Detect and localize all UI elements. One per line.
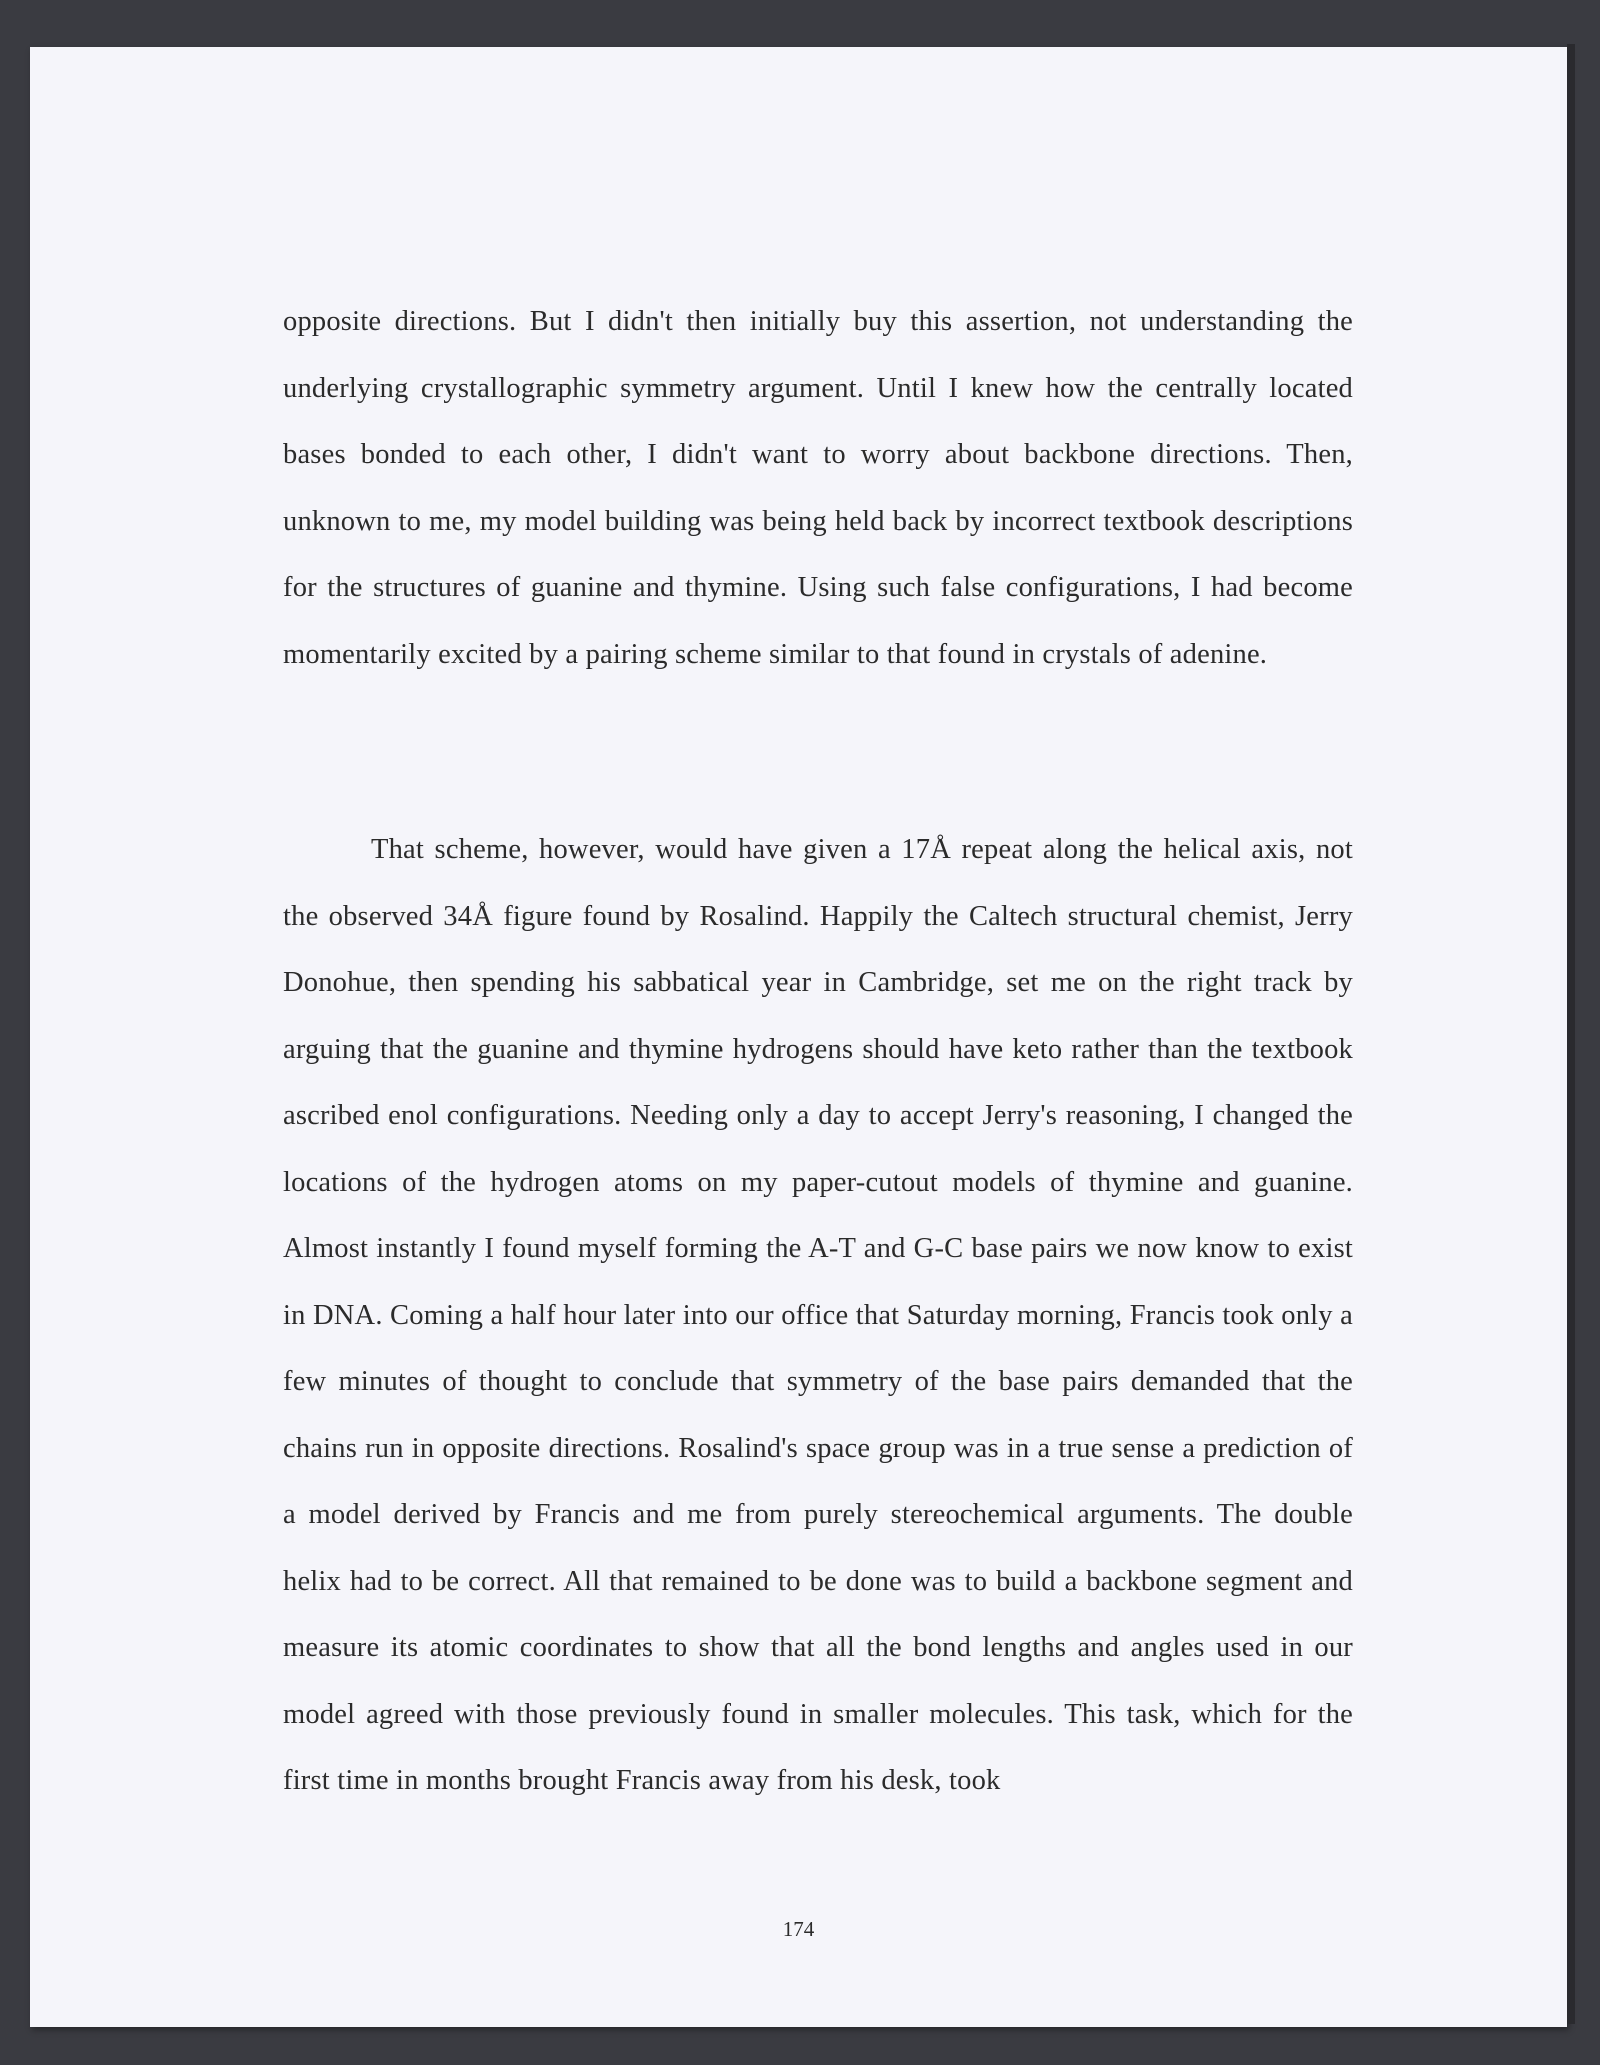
- paragraph-continuation: [283, 289, 1353, 688]
- paragraph-text: opposite directions. But I didn't then initially buy this assertion, not understanding the underlying crystallographic symmetry argument. Until I knew how the centrally located bases bonded to each other, I didn't want to worry about backbone directions. Then, unknown to me, my model building was being held back by incorrect textbook descriptions for the structures of guanine and thymine. Using such false configurations, I had become momentarily excited by a pairing scheme similar to that found in crystals of adenine.: [283, 306, 1353, 670]
- paragraph-text: That scheme, however, would have given a 17Å repeat along the helical axis, not the observed 34Å figure found by Rosalind. Happily the Caltech structural chemist, Jerry Donohue, then spending his sabbatical year in Cambridge, set me on the right track by arguing that the guanine and thymine hydrogens should have keto rather than the textbook ascribed enol configurations. Needing only a day to accept Jerry's reasoning, I changed the locations of the hydrogen atoms on my paper-cutout models of thymine and guanine. Almost instantly I found myself forming the A-T and G-C base pairs we now know to exist in DNA. Coming a half hour later into our office that Saturday morning, Francis took only a few minutes of thought to conclude that symmetry of the base pairs demanded that the chains run in opposite directions. Rosalind's space group was in a true sense a prediction of a model derived by Francis and me from purely stereochemical arguments. The double helix had to be correct. All that remained to be done was to build a backbone segment and measure its atomic coordinates to show that all the bond lengths and angles used in our model agreed with those previously found in smaller molecules. This task, which for the first time in months brought Francis away from his desk, took: [283, 834, 1353, 1796]
- page-number: 174: [782, 1917, 815, 1941]
- document-page: [30, 47, 1567, 2027]
- page-edge-shadow: [1567, 44, 1575, 2024]
- paragraph-body: [283, 817, 1353, 1815]
